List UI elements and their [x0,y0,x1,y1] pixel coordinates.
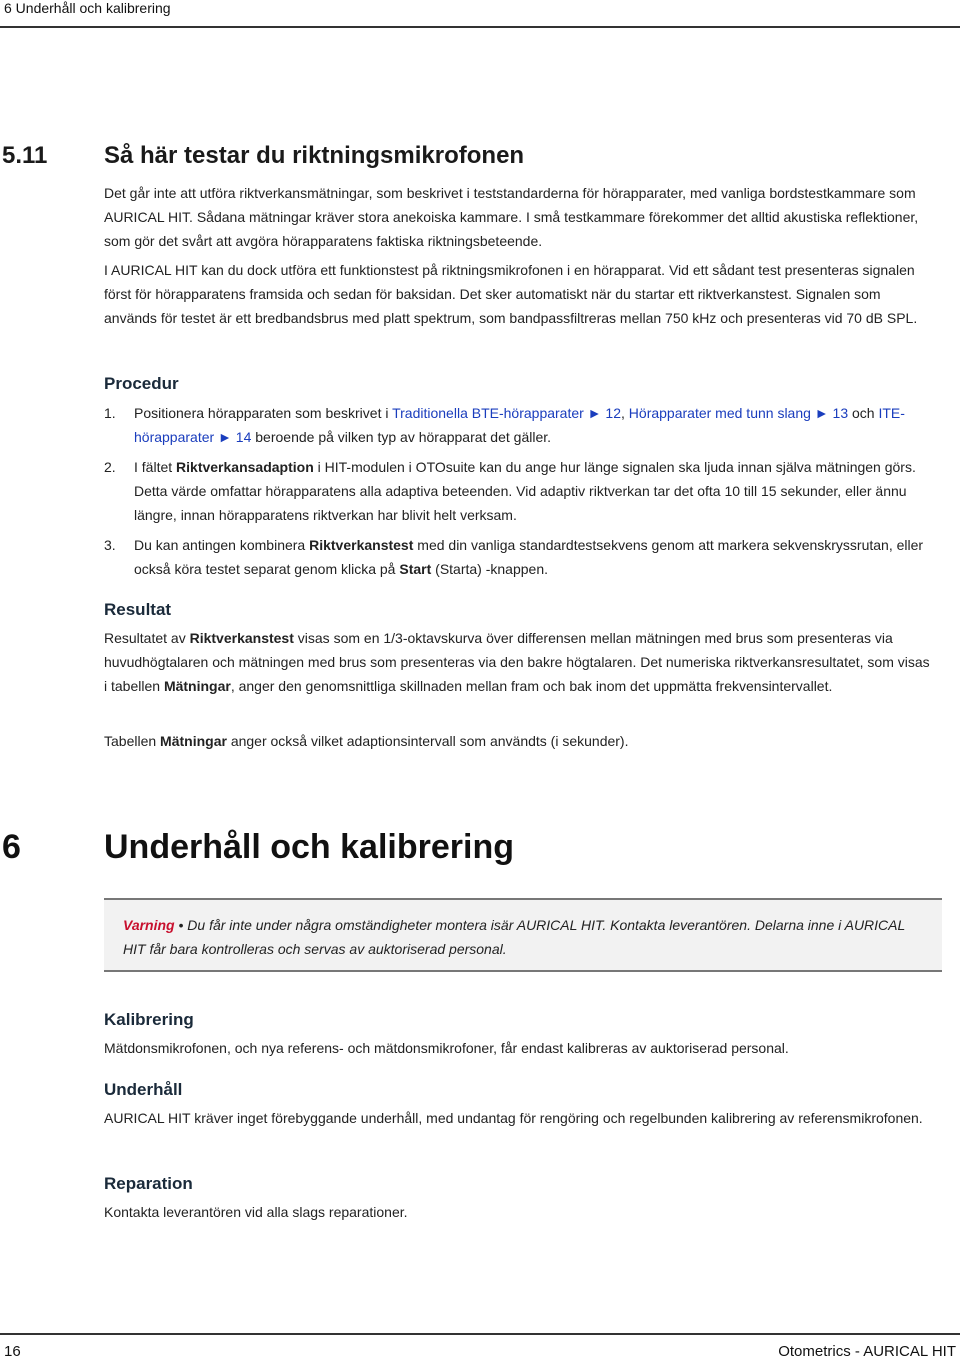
intro-paragraph-1 [104,181,934,253]
step-1-text-a: Positionera hörapparaten som beskrivet i [134,405,393,421]
step-3-text-c: (Starta) -knappen. [431,561,548,577]
maintenance-text: AURICAL HIT kräver inget förebyggande underhåll, med undantag för rengöring och regelbunden kalibrering av referensmikrofonen. [104,1110,923,1126]
step-number-1: 1. [104,405,116,421]
link-ite[interactable]: ITE-hörapparater ► 14 [134,405,905,445]
step-2 [134,455,944,527]
footer-product: Otometrics - AURICAL HIT [778,1343,956,1360]
chapter-number: 6 [2,828,21,866]
link-traditional-bte[interactable]: Traditionella BTE-hörapparater ► 12 [392,405,622,421]
result-text-a: Resultatet av [104,630,190,646]
repair-text: Kontakta leverantören vid alla slags reparationer. [104,1204,408,1220]
step-3-text-b: med din vanliga standardtestsekvens genom att markera sekvenskryssrutan, eller också köra testet separat genom klicka på [134,537,924,577]
result-paragraph-1 [104,626,934,698]
field-name-riktverkansadaption: Riktverkansadaption [176,459,314,475]
step-2-text-b: i HIT-modulen i OTOsuite kan du ange hur länge signalen ska ljuda innan själva mätningen görs. Detta värde omfattar hörapparatens alla adaptiva beteenden. Vid adaptiv riktverkan tar det ofta 10 till 15 sekunder, eller ännu längre, innan hörapparatens riktverkan har blivit helt verksam. [134,459,916,523]
footer-divider [0,1333,960,1335]
test-name-riktverkanstest: Riktverkanstest [309,537,414,553]
maintenance-paragraph [104,1106,934,1130]
result-bold-riktverkanstest: Riktverkanstest [189,630,294,646]
link-thin-tube[interactable]: Hörapparater med tunn slang ► 13 [628,405,849,421]
section-title: Så här testar du riktningsmikrofonen [104,142,525,169]
intro-text-2: I AURICAL HIT kan du dock utföra ett funktionstest på riktningsmikrofonen i en hörapparat. Vid ett sådant test presenteras signalen först för hörapparatens framsida och sedan för baksidan. Det sker automatiskt när du startar ett riktverkanstest. Signalen som används för testet är ett bredbandsbrus med platt spektrum, som bandpassfiltreras mellan 750 kHz och presenteras vid 70 dB SPL. [104,262,918,326]
step-1-text-b: , [621,405,629,421]
result-paragraph-2 [104,729,934,753]
step-3 [134,533,944,581]
intro-text-1: Det går inte att utföra riktverkansmätningar, som beskrivet i teststandarderna för hörapparater, med vanliga bordstestkammare som AURICAL HIT. Sådana mätningar kräver stora anekoiska kammare. I små testkammare förekommer det alltid akustiska reflektioner, som gör det svårt att avgöra hörapparatens faktiska riktningsbeteende. [104,185,919,249]
repair-heading: Reparation [104,1174,193,1193]
intro-paragraph-2 [104,258,934,330]
procedure-heading: Procedur [104,374,179,393]
step-3-text-a: Du kan antingen kombinera [134,537,310,553]
result-bold-matningar: Mätningar [163,678,231,694]
calibration-paragraph [104,1036,934,1060]
step-1 [134,401,944,449]
result-bold-matningar-2: Mätningar [160,733,227,749]
maintenance-heading: Underhåll [104,1080,183,1099]
warning-label: Varning [123,917,175,933]
result-text-b: visas som en 1/3-oktavskurva över differensen mellan mätningen med brus som presenteras via huvudhögtalaren och mätningen med brus som presenteras via den bakre högtalaren. Det numeriska riktverkansresultatet, som visas i tabellen [104,630,930,694]
result-heading: Resultat [104,600,172,619]
step-number-2: 2. [104,459,116,475]
step-number-3: 3. [104,537,116,553]
warning-box [104,898,942,972]
calibration-heading: Kalibrering [104,1010,194,1029]
chapter-title: Underhåll och kalibrering [104,828,514,866]
warning-content [123,913,923,961]
result-text-e: anger också vilket adaptionsintervall som användts (i sekunder). [226,733,629,749]
warning-text: Du får inte under några omständigheter montera isär AURICAL HIT. Kontakta leverantören. Delarna inne i AURICAL HIT får bara kontrolleras och servas av auktoriserad personal. [123,917,906,957]
calibration-text: Mätdonsmikrofonen, och nya referens- och mätdonsmikrofoner, får endast kalibreras av auktoriserad personal. [104,1040,789,1056]
step-1-text-c: och [848,405,879,421]
result-text-c: , anger den genomsnittliga skillnaden mellan fram och bak inom det uppmätta frekvensintervallet. [230,678,833,694]
running-header: 6 Underhåll och kalibrering [4,0,171,16]
result-text-d: Tabellen [104,733,161,749]
start-button-label: Start [399,561,432,577]
section-number: 5.11 [2,142,48,169]
step-1-text-d: beroende på vilken typ av hörapparat det gäller. [251,429,552,445]
warning-bullet-icon: • [178,917,184,933]
header-divider [0,26,960,28]
repair-paragraph [104,1200,934,1224]
page-number: 16 [4,1343,21,1360]
step-2-text-a: I fältet [134,459,177,475]
